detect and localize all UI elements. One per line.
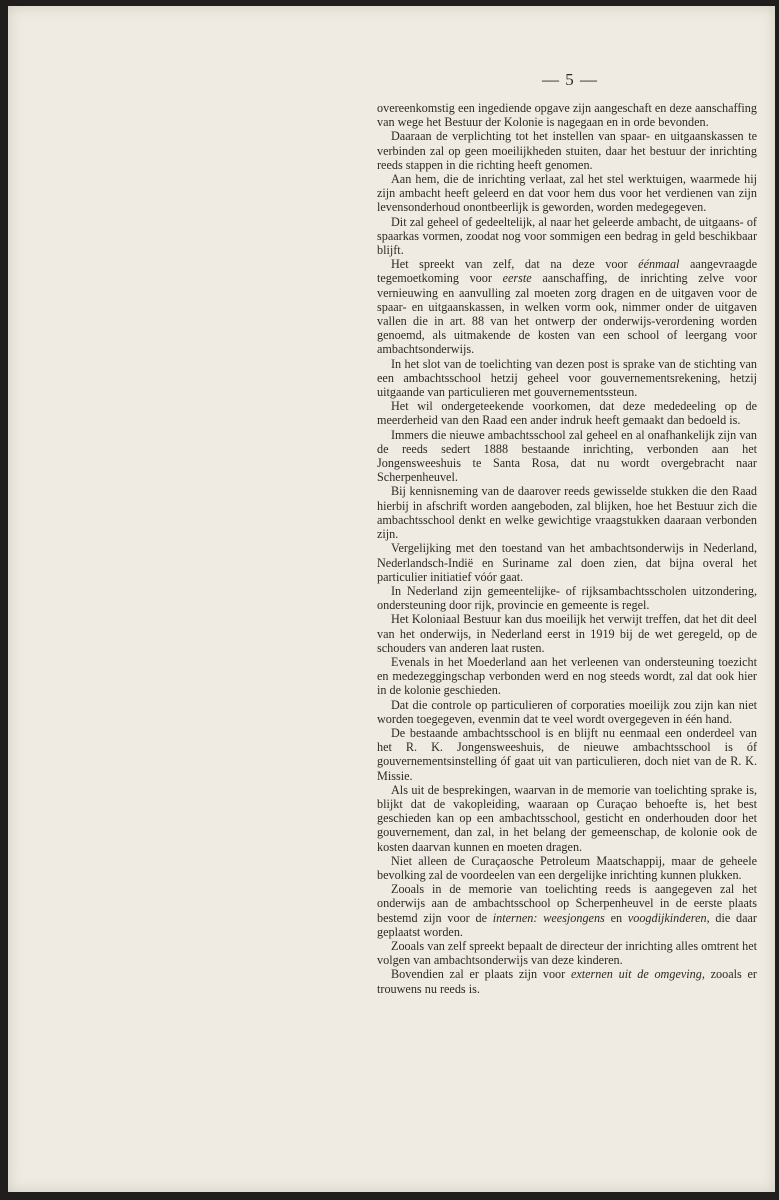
paragraph-text: Bovendien zal er plaats zijn voor	[391, 967, 571, 982]
body-paragraph	[377, 484, 757, 541]
paragraph-text: Daaraan de verplichting tot het instellen van spaar- en uitgaanskassen te verbinden zal op geen moeilijkheden stuiten, daar het bestuur der inrichting reeds stappen in die richting heeft genomen.	[377, 129, 757, 172]
body-paragraph	[377, 172, 757, 215]
italic-text: externen uit de omgeving	[570, 967, 702, 982]
body-paragraph	[377, 357, 757, 400]
body-paragraph	[377, 584, 757, 612]
paragraph-text: aangevraagde tegemoetkoming voor	[377, 257, 757, 286]
body-paragraph	[377, 129, 757, 172]
paragraph-text: Vergelijking met den toestand van het ambachtsonderwijs in Nederland, Nederlandsch-Indië en Suriname zal doen zien, dat bijna overal het particulier initiatief vóór gaat.	[377, 541, 757, 584]
paragraph-text: In Nederland zijn gemeentelijke- of rijksambachtsscholen uitzondering, ondersteuning door rijk, provincie en gemeente is regel.	[377, 583, 757, 613]
body-paragraph	[377, 882, 757, 939]
italic-text: internen: weesjongens	[492, 910, 605, 925]
paragraph-text: De bestaande ambachtsschool is en blijft nu eenmaal een onderdeel van het R. K. Jongensweeshuis, de nieuwe ambachtsschool is óf gouvernementsinstelling óf gaat uit van particulieren, doch niet van de R. K. Missie.	[377, 725, 757, 783]
paragraph-text: In het slot van de toelichting van dezen post is sprake van de stichting van een ambachtsschool hetzij geheel voor gouvernementsrekening, hetzij uitgaande van particulieren met gouvernementssteun.	[377, 356, 757, 400]
paragraph-text: Zooals in de memorie van toelichting reeds is aangegeven zal het onderwijs aan de ambachtsschool op Scherpenheuvel in de eerste plaats bestemd zijn voor de	[377, 882, 757, 925]
page-number: — 5 —	[542, 70, 598, 89]
paragraph-text: , zooals er trouwens nu reeds is.	[377, 967, 757, 996]
paragraph-text: Het wil ondergeteekende voorkomen, dat deze mededeeling op de meerderheid van den Raad een ander indruk heeft gemaakt dan bedoeld is.	[377, 399, 757, 428]
italic-text: éénmaal	[638, 257, 680, 272]
body-paragraph	[377, 655, 757, 698]
paragraph-text: Als uit de besprekingen, waarvan in de memorie van toelichting sprake is, blijkt dat de vakopleiding, waaraan op Curaçao behoefte is, het best geschieden kan op een ambachtsschool, gesticht en onderhouden door het gouvernement, dan zal, in het belang der gemeenschap, de kolonie ook de kosten daarvan kunnen en moeten dragen.	[377, 782, 757, 854]
body-paragraph	[377, 939, 757, 967]
paragraph-text: Zooals van zelf spreekt bepaalt de directeur der inrichting alles omtrent het volgen van ambachtsonderwijs van deze kinderen.	[377, 938, 757, 968]
paragraph-text: Het spreekt van zelf, dat na deze voor	[391, 257, 639, 272]
paragraph-text: Het Koloniaal Bestuur kan dus moeilijk het verwijt treffen, dat het dit deel van het onderwijs, in Nederland eerst in 1919 bij de wet geregeld, op de schouders van anderen laat rusten.	[377, 612, 757, 655]
paragraph-text: Dit zal geheel of gedeeltelijk, al naar het geleerde ambacht, de uitgaans- of spaarkas vormen, zoodat nog voor sommigen een bedrag in geld beschikbaar blijft.	[377, 214, 757, 258]
paragraph-text: Evenals in het Moederland aan het verleenen van ondersteuning toezicht en medezeggingschap verbonden werd en nog steeds wordt, zal dat ook hier in de kolonie geschieden.	[377, 654, 757, 698]
paragraph-text: Bij kennisneming van de daarover reeds gewisselde stukken die den Raad hierbij in afschrift worden aangeboden, zal blijken, hoe het Bestuur zich die ambachtsschool denkt en welke gewichtige vraagstukken daaraan verbonden zijn.	[377, 484, 757, 542]
paragraph-text: Dat die controle op particulieren of corporaties moeilijk zou zijn kan niet worden toegegeven, evenmin dat te veel wordt overgegeven in één hand.	[377, 697, 757, 726]
paragraph-text: Immers die nieuwe ambachtsschool zal geheel en al onafhankelijk zijn van de reeds sedert 1888 bestaande inrichting, verbonden aan het Jongensweeshuis te Santa Rosa, dat nu wordt overgebracht naar Scherpenheuvel.	[377, 427, 757, 485]
text-column	[377, 101, 757, 996]
paragraph-text: overeenkomstig een ingediende opgave zijn aangeschaft en deze aanschaffing van wege het Bestuur der Kolonie is nagegaan en in orde bevonden.	[377, 101, 757, 130]
body-paragraph	[377, 967, 757, 995]
body-paragraph	[377, 541, 757, 584]
body-paragraph	[377, 612, 757, 655]
body-paragraph	[377, 215, 757, 258]
body-paragraph	[377, 399, 757, 427]
paragraph-text: , die daar geplaatst worden.	[377, 910, 757, 939]
paragraph-text: aanschaffing, de inrichting zelve voor vernieuwing en aanvulling zal moeten zorg dragen en de uitgaven voor de spaar- en uitgaanskassen, in welken vorm ook, nimmer onder de uitgaven vallen die in art. 88 van het ontwerp der onderwijs-verordening worden genoemd, als uitmakende de kosten van een school of leergang voor ambachtsonderwijs.	[377, 271, 758, 357]
italic-text: eerste	[502, 271, 532, 286]
paragraph-text: Niet alleen de Curaçaosche Petroleum Maatschappij, maar de geheele bevolking zal de voordeelen van een dergelijke inrichting kunnen plukken.	[377, 853, 757, 882]
body-paragraph	[377, 726, 757, 783]
body-paragraph	[377, 428, 757, 485]
body-paragraph	[377, 783, 757, 854]
body-paragraph	[377, 854, 757, 882]
paragraph-text: en	[604, 910, 628, 925]
body-paragraph	[377, 698, 757, 726]
paragraph-text: Aan hem, die de inrichting verlaat, zal het stel werktuigen, waarmede hij zijn ambacht heeft geleerd en dat voor hem dus voor het verdienen van zijn levensonderhoud onontbeerlijk is geworden, worden medegegeven.	[377, 172, 757, 215]
body-paragraph	[377, 101, 757, 129]
document-page	[8, 6, 775, 1192]
body-paragraph	[377, 257, 757, 356]
italic-text: voogdijkinderen	[627, 910, 707, 925]
